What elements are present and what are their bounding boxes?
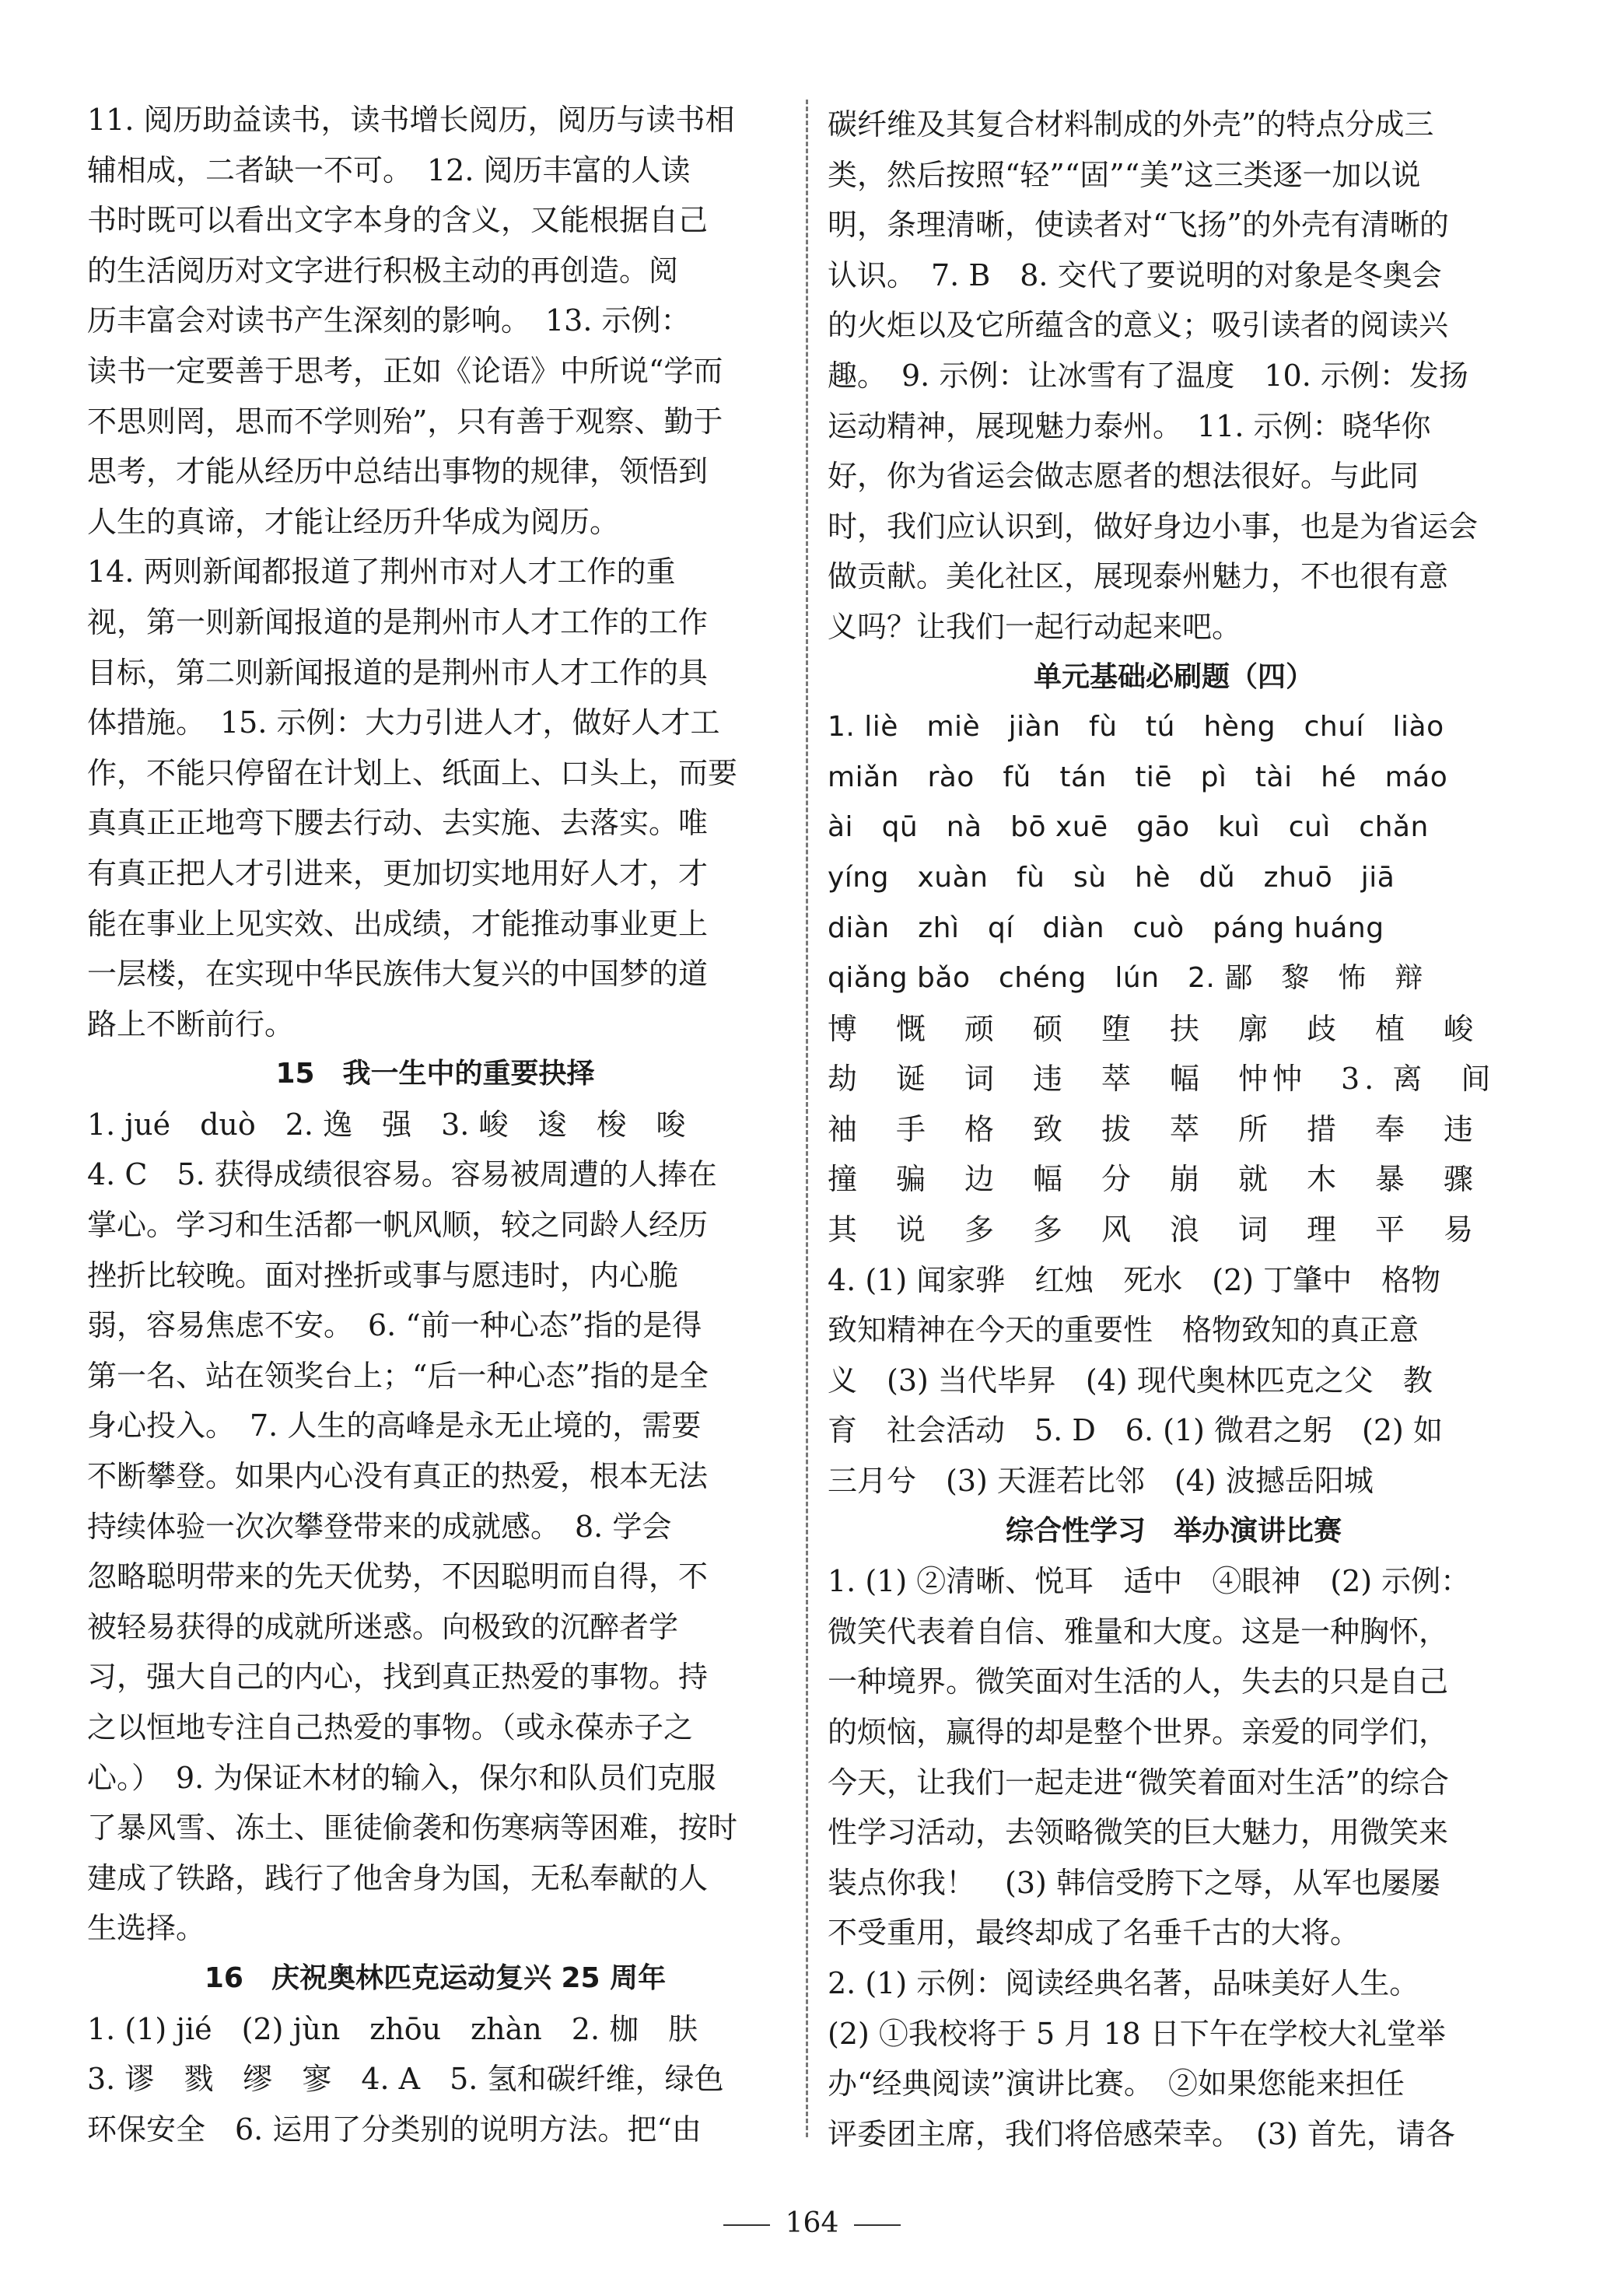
text-line: 持续体验一次次攀登带来的成就感。 8. 学会 — [87, 1509, 672, 1544]
text-line: 挫折比较晚。面对挫折或事与愿违时，内心脆 — [87, 1258, 679, 1293]
text-line: 义吗？让我们一起行动起来吧。 — [828, 609, 1242, 644]
text-line: (2) ①我校将于 5 月 18 日下午在学校大礼堂举 — [828, 2016, 1446, 2051]
text-line: 的烦恼，赢得的却是整个世界。亲爱的同学们， — [828, 1715, 1449, 1749]
text-line: 的生活阅历对文字进行积极主动的再创造。阅 — [87, 253, 679, 288]
text-line: 做贡献。美化社区，展现泰州魅力，不也很有意 — [828, 559, 1449, 594]
text-line: 4. (1) 闻家骅 红烛 死水 (2) 丁肇中 格物 — [828, 1262, 1441, 1297]
text-line: 三月兮 (3) 天涯若比邻 (4) 波撼岳阳城 — [828, 1464, 1374, 1499]
text-line: 评委团主席，我们将倍感荣幸。 (3) 首先，请各 — [828, 2116, 1455, 2151]
page-number — [0, 2207, 1624, 2239]
text-line: 11. 阅历助益读书，读书增长阅历，阅历与读书相 — [87, 103, 735, 137]
lesson-15-answers — [87, 1100, 783, 1954]
text-line: 好，你为省运会做志愿者的想法很好。与此同 — [828, 459, 1419, 494]
pinyin-answers — [828, 702, 1520, 1004]
text-line: 有真正把人才引进来，更加切实地用好人才，才 — [87, 856, 709, 891]
text-line: 1. jué duò 2. 逸 强 3. 峻 逡 梭 唆 — [87, 1107, 686, 1142]
text-line: 被轻易获得的成就所迷惑。向极致的沉醉者学 — [87, 1609, 679, 1644]
text-line: 体措施。 15. 示例：大力引进人才，做好人才工 — [87, 705, 720, 740]
text-line: 思考，才能从经历中总结出事物的规律，领悟到 — [87, 454, 709, 489]
text-line: 一层楼，在实现中华民族伟大复兴的中国梦的道 — [87, 957, 709, 992]
text-line: 的火炬以及它所蕴含的意义；吸引读者的阅读兴 — [828, 308, 1449, 343]
text-line: 心。） 9. 为保证木材的输入，保尔和队员们克服 — [87, 1760, 716, 1795]
text-line: 之以恒地专注自己热爱的事物。（或永葆赤子之 — [87, 1710, 694, 1744]
text-line: 辅相成，二者缺一不可。 12. 阅历丰富的人读 — [87, 152, 691, 187]
text-line: 真真正正地弯下腰去行动、去实施、去落实。唯 — [87, 806, 709, 841]
lesson-16-answers-continued — [828, 100, 1520, 653]
left-column — [87, 95, 783, 2154]
text-line: 育 社会活动 5. D 6. (1) 微君之躬 (2) 如 — [828, 1413, 1443, 1448]
unit-basics-heading: 单元基础必刷题（四） — [1033, 660, 1314, 693]
text-line: 不受重用，最终却成了名垂千古的大将。 — [828, 1916, 1360, 1951]
text-line: 袖 手 格 致 拔 萃 所 措 奉 违 — [828, 1111, 1479, 1146]
page-number-value: 164 — [785, 2207, 839, 2239]
text-line: 不思则罔，思而不学则殆”，只有善于观察、勤于 — [87, 404, 723, 439]
text-line: 读书一定要善于思考，正如《论语》中所说“学而 — [87, 353, 723, 388]
text-line: 忽略聪明带来的先天优势，不因聪明而自得，不 — [87, 1559, 709, 1594]
text-line: 认识。 7. B 8. 交代了要说明的对象是冬奥会 — [828, 257, 1442, 292]
text-line: qiǎng bǎo chéng lún 2. 鄙 黎 怖 辩 — [828, 962, 1423, 995]
text-line: 时，我们应认识到，做好身边小事，也是为省运会 — [828, 509, 1479, 544]
text-line: 2. (1) 示例：阅读经典名著，品味美好人生。 — [828, 1965, 1419, 2000]
right-column — [828, 100, 1520, 2159]
text-line: 致知精神在今天的重要性 格物致知的真正意 — [828, 1313, 1419, 1348]
text-line: 其 说 多 多 风 浪 词 理 平 易 — [828, 1212, 1479, 1247]
text-line: 博 慨 顽 硕 堕 扶 廓 歧 植 峻 — [828, 1011, 1479, 1046]
page-number-dash-right — [854, 2224, 901, 2226]
text-line: 环保安全 6. 运用了分类别的说明方法。把“由 — [87, 2112, 702, 2147]
unit-answers — [828, 1255, 1520, 1506]
text-line: 作，不能只停留在计划上、纸面上、口头上，而要 — [87, 755, 738, 790]
text-line: 1. (1) jié (2) jùn zhōu zhàn 2. 枷 肤 — [87, 2011, 698, 2046]
text-line: 一种境界。微笑面对生活的人，失去的只是自己 — [828, 1664, 1449, 1699]
text-line: 掌心。学习和生活都一帆风顺，较之同龄人经历 — [87, 1208, 709, 1243]
text-line: 生选择。 — [87, 1911, 206, 1946]
lesson-16-heading: 16 庆祝奥林匹克运动复兴 25 周年 — [204, 1961, 667, 1994]
text-line: 性学习活动，去领略微笑的巨大魅力，用微笑来 — [828, 1815, 1449, 1850]
text-line: 类，然后按照“轻”“固”“美”这三类逐一加以说 — [828, 157, 1421, 192]
text-line: 明，条理清晰，使读者对“飞扬”的外壳有清晰的 — [828, 208, 1449, 243]
text-line: 历丰富会对读书产生深刻的影响。 13. 示例： — [87, 303, 691, 338]
page-number-dash-left — [723, 2224, 770, 2226]
text-line: 装点你我！ (3) 韩信受胯下之辱，从军也屡屡 — [828, 1865, 1440, 1900]
text-line: miǎn rào fǔ tán tiē pì tài hé máo — [828, 761, 1448, 793]
text-line: 14. 两则新闻都报道了荆州市对人才工作的重 — [87, 555, 676, 590]
text-line: 4. C 5. 获得成绩很容易。容易被周遭的人捧在 — [87, 1157, 717, 1192]
text-line: 身心投入。 7. 人生的高峰是永无止境的，需要 — [87, 1408, 702, 1443]
text-line: 1. (1) ②清晰、悦耳 适中 ④眼神 (2) 示例： — [828, 1564, 1471, 1599]
text-line: 目标，第二则新闻报道的是荆州市人才工作的具 — [87, 655, 709, 690]
text-line: diàn zhì qí diàn cuò páng huáng — [828, 912, 1384, 944]
text-line: ài qū nà bō xuē gāo kuì cuì chǎn — [828, 811, 1429, 844]
text-line: 能在事业上见实效、出成绩，才能推动事业更上 — [87, 906, 709, 941]
text-line: 义 (3) 当代毕昇 (4) 现代奥林匹克之父 教 — [828, 1363, 1433, 1398]
text-line: 了暴风雪、冻土、匪徒偷袭和伤寒病等困难，按时 — [87, 1811, 738, 1846]
column-divider — [806, 100, 808, 2137]
comprehensive-learning-heading: 综合性学习 举办演讲比赛 — [1005, 1514, 1342, 1547]
comprehensive-answers — [828, 1556, 1520, 2159]
answers-13-15 — [87, 95, 783, 1049]
text-line: 趣。 9. 示例：让冰雪有了温度 10. 示例：发扬 — [828, 358, 1468, 393]
text-line: 建成了铁路，践行了他舍身为国，无私奉献的人 — [87, 1860, 709, 1895]
text-line: 今天，让我们一起走进“微笑着面对生活”的综合 — [828, 1765, 1449, 1800]
text-line: 视，第一则新闻报道的是荆州市人才工作的工作 — [87, 604, 709, 639]
text-line: 不断攀登。如果内心没有真正的热爱，根本无法 — [87, 1459, 709, 1494]
text-line: 习，强大自己的内心，找到真正热爱的事物。持 — [87, 1660, 709, 1695]
text-line: yíng xuàn fù sù hè dǔ zhuō jiā — [828, 861, 1395, 894]
lesson-16-answers — [87, 2004, 783, 2155]
lesson-15-heading: 15 我一生中的重要抉择 — [275, 1058, 595, 1090]
text-line: 第一名、站在领奖台上；“后一种心态”指的是全 — [87, 1358, 709, 1393]
character-answers — [828, 1004, 1520, 1255]
text-line: 碳纤维及其复合材料制成的外壳”的特点分成三 — [828, 107, 1434, 142]
text-line: 办“经典阅读”演讲比赛。 ②如果您能来担任 — [828, 2066, 1405, 2101]
text-line: 人生的真谛，才能让经历升华成为阅历。 — [87, 504, 620, 539]
text-line: 微笑代表着自信、雅量和大度。这是一种胸怀， — [828, 1614, 1449, 1649]
text-line: 书时既可以看出文字本身的含义，又能根据自己 — [87, 203, 709, 238]
text-line: 劫 诞 词 违 萃 幅 忡忡 3. 离 间 — [828, 1062, 1496, 1097]
text-line: 撞 骗 边 幅 分 崩 就 木 暴 骤 — [828, 1162, 1479, 1197]
text-line: 运动精神，展现魅力泰州。 11. 示例：晓华你 — [828, 408, 1431, 443]
text-line: 弱，容易焦虑不安。 6. “前一种心态”指的是得 — [87, 1308, 702, 1343]
text-line: 3. 谬 戮 缪 寥 4. A 5. 氢和碳纤维，绿色 — [87, 2062, 724, 2097]
text-line: 路上不断前行。 — [87, 1006, 295, 1041]
text-line: 1. liè miè jiàn fù tú hèng chuí liào — [828, 711, 1444, 744]
